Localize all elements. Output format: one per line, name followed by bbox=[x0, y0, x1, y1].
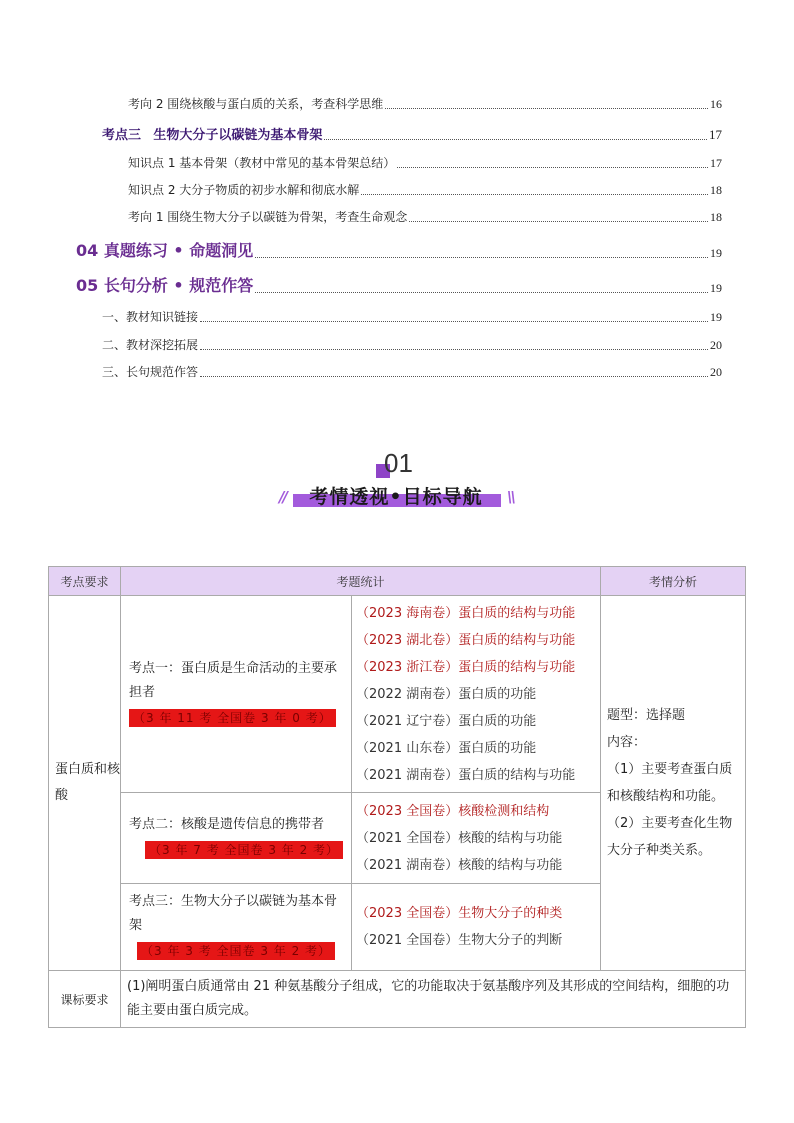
toc-entry-page: 20 bbox=[710, 365, 722, 379]
exam-list bbox=[352, 793, 601, 884]
toc-entry-page: 19 bbox=[710, 310, 722, 324]
toc-entry[interactable] bbox=[128, 154, 722, 171]
toc-entry[interactable] bbox=[128, 208, 722, 225]
topic-cell: 蛋白质和核酸 bbox=[49, 596, 121, 971]
toc-entry-label: 一、教材知识链接 bbox=[102, 310, 199, 324]
exam-item bbox=[356, 900, 596, 927]
toc-entry-label: 考向 1 围绕生物大分子以碳链为骨架，考查生命观念 bbox=[128, 210, 408, 224]
table-header-row bbox=[49, 567, 746, 596]
exam-year: （2021 全国卷） bbox=[356, 933, 459, 948]
point-text: 考点二：核酸是遗传信息的携带者 bbox=[129, 817, 325, 832]
exam-content: 核酸的结构与功能 bbox=[458, 857, 563, 873]
toc-entry-label: 二、教材深挖拓展 bbox=[102, 338, 199, 352]
toc-leader bbox=[200, 349, 708, 350]
exam-year: （2023 湖北卷 bbox=[356, 632, 446, 648]
exam-content: ）蛋白质的结构与功能 bbox=[445, 659, 576, 675]
exam-content: 生物大分子的种类 bbox=[458, 906, 563, 921]
exam-content: 生物大分子的判断 bbox=[458, 933, 563, 948]
exam-content: 核酸检测和结构 bbox=[458, 803, 550, 819]
point-cell bbox=[121, 884, 352, 971]
toc-entry-label: 05 长句分析 • 规范作答 bbox=[76, 276, 254, 295]
toc-leader bbox=[255, 257, 708, 258]
point-cell bbox=[121, 596, 352, 793]
exam-item bbox=[356, 708, 596, 735]
exam-year: （2023 全国卷） bbox=[356, 906, 459, 921]
toc-leader bbox=[324, 139, 707, 140]
toc-entry[interactable] bbox=[76, 273, 722, 296]
exam-item bbox=[356, 681, 596, 708]
analysis-type: 题型：选择题 bbox=[607, 708, 686, 723]
header-requirement: 考点要求 bbox=[49, 567, 121, 596]
toc-entry[interactable] bbox=[128, 95, 722, 112]
toc-entry-label bbox=[102, 124, 322, 143]
toc-entry-label: 04 真题练习 • 命题洞见 bbox=[76, 241, 254, 260]
exam-year: （2021 全国卷） bbox=[356, 830, 459, 846]
analysis-content-label: 内容： bbox=[607, 735, 647, 750]
point-tag: （3 年 11 考 全国卷 3 年 0 考） bbox=[129, 709, 336, 727]
exam-item bbox=[356, 600, 596, 627]
exam-year: （2023 海南卷 bbox=[356, 605, 446, 621]
exam-item bbox=[356, 627, 596, 654]
exam-list bbox=[352, 884, 601, 971]
toc-entry[interactable] bbox=[102, 308, 722, 325]
toc-entry[interactable] bbox=[102, 124, 722, 143]
exam-content: ）蛋白质的结构与功能 bbox=[445, 632, 576, 648]
toc-entry-main: 生物大分子以碳链为基本骨架 bbox=[153, 128, 323, 143]
toc-entry[interactable] bbox=[102, 336, 722, 353]
exam-content: 核酸的结构与功能 bbox=[458, 830, 563, 846]
analysis-cell bbox=[601, 596, 746, 971]
toc-entry-label: 知识点 1 基本骨架（教材中常见的基本骨架总结） bbox=[128, 156, 396, 170]
exam-item bbox=[356, 735, 596, 762]
section-header bbox=[0, 448, 794, 518]
toc-entry[interactable] bbox=[76, 238, 722, 261]
exam-list bbox=[352, 596, 601, 793]
table-row bbox=[49, 971, 746, 1028]
toc-leader bbox=[200, 376, 708, 377]
curriculum-label: 课标要求 bbox=[49, 971, 121, 1028]
toc-entry-page: 16 bbox=[710, 97, 722, 111]
toc-leader bbox=[385, 108, 708, 109]
table-row bbox=[49, 596, 746, 793]
exam-year: （2023 全国卷） bbox=[356, 803, 459, 819]
slash-decoration-left: // bbox=[279, 488, 286, 506]
toc-leader bbox=[361, 194, 708, 195]
section-number: 01 bbox=[384, 448, 413, 478]
toc-leader bbox=[397, 167, 708, 168]
slash-decoration-right: \\ bbox=[507, 488, 514, 506]
exam-content: ）蛋白质的结构与功能 bbox=[445, 767, 576, 783]
exam-year: （2021 辽宁卷 bbox=[356, 713, 446, 729]
exam-year: （2022 湖南卷 bbox=[356, 686, 446, 702]
toc-entry-page: 17 bbox=[709, 127, 722, 142]
exam-analysis-table bbox=[48, 566, 746, 1028]
exam-item bbox=[356, 852, 596, 879]
toc-leader bbox=[200, 321, 708, 322]
point-text: 考点三：生物大分子以碳链为基本骨架 bbox=[129, 894, 338, 933]
exam-year: （2021 湖南卷 bbox=[356, 767, 446, 783]
toc-entry-page: 18 bbox=[710, 183, 722, 197]
toc-entry-page: 18 bbox=[710, 210, 722, 224]
toc-entry-page: 19 bbox=[710, 281, 722, 295]
exam-content: ）蛋白质的功能 bbox=[445, 740, 537, 756]
exam-year: （2021 湖南卷） bbox=[356, 857, 459, 873]
exam-content: ）蛋白质的结构与功能 bbox=[445, 605, 576, 621]
toc-entry-prefix: 考点三 bbox=[102, 128, 142, 143]
toc-entry-label: 知识点 2 大分子物质的初步水解和彻底水解 bbox=[128, 183, 360, 197]
toc-entry-page: 17 bbox=[710, 156, 722, 170]
toc-entry-page: 20 bbox=[710, 338, 722, 352]
exam-item bbox=[356, 825, 596, 852]
analysis-item: （2）主要考查化生物大分子种类关系。 bbox=[607, 816, 733, 858]
toc-entry[interactable] bbox=[102, 363, 722, 380]
exam-content: ）蛋白质的功能 bbox=[445, 713, 537, 729]
exam-item bbox=[356, 927, 596, 954]
exam-content: ）蛋白质的功能 bbox=[445, 686, 537, 702]
toc-entry-page: 19 bbox=[710, 246, 722, 260]
point-cell bbox=[121, 793, 352, 884]
point-text: 考点一：蛋白质是生命活动的主要承担者 bbox=[129, 661, 338, 700]
header-statistics: 考题统计 bbox=[121, 567, 601, 596]
toc-entry-label: 三、长句规范作答 bbox=[102, 365, 199, 379]
exam-year: （2021 山东卷 bbox=[356, 740, 446, 756]
toc-entry[interactable] bbox=[128, 181, 722, 198]
toc-leader bbox=[255, 292, 708, 293]
header-analysis: 考情分析 bbox=[601, 567, 746, 596]
section-title: 考情透视•目标导航 bbox=[309, 486, 483, 508]
exam-item bbox=[356, 654, 596, 681]
point-tag: （3 年 3 考 全国卷 3 年 2 考） bbox=[137, 942, 335, 960]
toc-entry-label: 考向 2 围绕核酸与蛋白质的关系，考查科学思维 bbox=[128, 97, 384, 111]
exam-item bbox=[356, 798, 596, 825]
analysis-item: （1）主要考查蛋白质和核酸结构和功能。 bbox=[607, 762, 733, 804]
exam-item bbox=[356, 762, 596, 789]
toc-leader bbox=[409, 221, 708, 222]
curriculum-requirement: (1)阐明蛋白质通常由 21 种氨基酸分子组成，它的功能取决于氨基酸序列及其形成的空间结构，细胞的功能主要由蛋白质完成。 bbox=[121, 971, 746, 1028]
point-tag: （3 年 7 考 全国卷 3 年 2 考） bbox=[145, 841, 343, 859]
exam-year: （2023 浙江卷 bbox=[356, 659, 446, 675]
